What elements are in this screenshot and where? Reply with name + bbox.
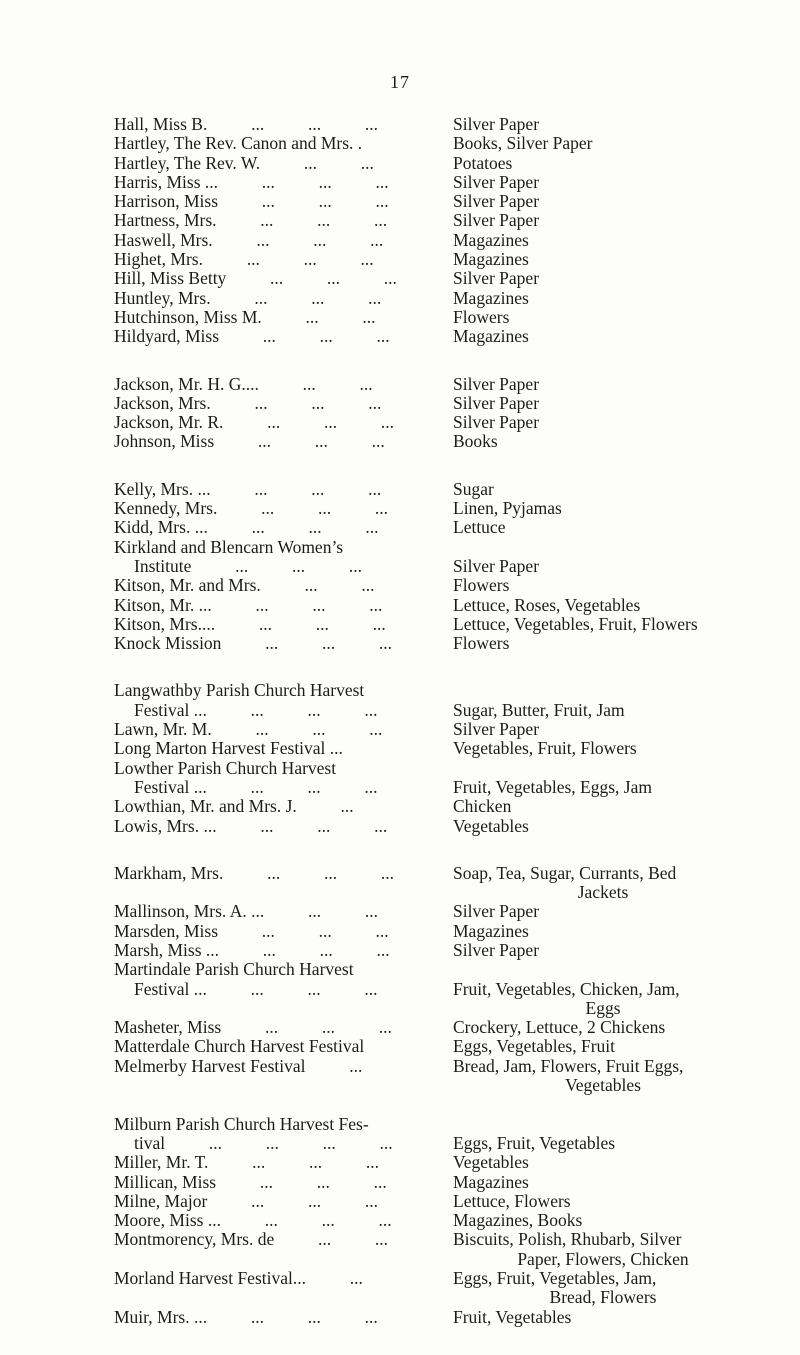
donated-items-line: Silver Paper	[453, 939, 540, 960]
donated-items-line: Flowers	[453, 306, 510, 327]
donor-name-line: Hartley, The Rev. W. ... ...	[114, 152, 374, 173]
donor-name-line: Milne, Major ... ... ...	[114, 1190, 378, 1211]
donor-name-line: Matterdale Church Harvest Festival	[114, 1036, 365, 1057]
donor-name-line: Hartness, Mrs. ... ... ...	[114, 210, 388, 231]
list-entry	[0, 1211, 800, 1230]
donor-name-line: Hartley, The Rev. Canon and Mrs. .	[114, 133, 363, 154]
donor-name	[114, 1192, 444, 1211]
list-entry	[0, 1095, 800, 1153]
list-entry	[0, 231, 800, 250]
donor-name-line: Morland Harvest Festival... ...	[114, 1268, 363, 1289]
donor-name-line: Masheter, Miss ... ... ...	[114, 1017, 392, 1038]
donor-name	[114, 250, 444, 269]
donor-name-line: Festival ... ... ... ...	[134, 978, 378, 999]
donor-name-line: Kirkland and Blencarn Women’s	[114, 536, 344, 557]
list-entry	[0, 615, 800, 634]
donated-items	[453, 480, 773, 499]
donor-name	[114, 231, 444, 250]
donor-name-line: Kitson, Mr. ... ... ... ...	[114, 594, 383, 615]
letter-group	[0, 115, 800, 347]
donor-name-line: Jackson, Mrs. ... ... ...	[114, 392, 382, 413]
donor-name	[114, 269, 444, 288]
letter-group	[0, 480, 800, 654]
donated-items	[453, 394, 773, 413]
donor-name-line: Martindale Parish Church Harvest	[114, 959, 354, 980]
donor-name-line: Huntley, Mrs. ... ... ...	[114, 287, 382, 308]
list-entry	[0, 634, 800, 653]
donor-name-line: Hall, Miss B. ... ... ...	[114, 114, 378, 134]
donated-items	[453, 739, 773, 758]
donated-items	[453, 250, 773, 269]
donor-name-line: Festival ... ... ... ...	[134, 776, 378, 797]
donated-items-line: Magazines	[453, 326, 529, 347]
donated-items	[453, 1018, 773, 1037]
donated-items-line: Biscuits, Polish, Rhubarb, Silver	[453, 1229, 682, 1250]
list-entry	[0, 1192, 800, 1211]
donor-name-line: Langwathby Parish Church Harvest	[114, 680, 365, 701]
donor-name-line: Miller, Mr. T. ... ... ...	[114, 1152, 380, 1173]
donated-items-line: Eggs, Vegetables, Fruit	[453, 1036, 616, 1057]
donated-items-line: Silver Paper	[453, 412, 540, 433]
donor-name	[114, 817, 444, 836]
donor-name-line	[114, 1095, 444, 1114]
donor-name-line: Jackson, Mr. R. ... ... ...	[114, 412, 394, 433]
donated-items	[453, 1269, 773, 1308]
donor-name-line: Kennedy, Mrs. ... ... ...	[114, 498, 388, 519]
donated-items-line: Fruit, Vegetables, Eggs, Jam	[453, 776, 652, 797]
donor-name	[114, 864, 444, 883]
donated-items-line: Silver Paper	[453, 555, 540, 576]
donated-items-line: Lettuce, Flowers	[453, 1190, 571, 1211]
list-entry	[0, 576, 800, 595]
donor-name-line: Marsden, Miss ... ... ...	[114, 920, 389, 941]
donor-name-line: Hill, Miss Betty ... ... ...	[114, 268, 397, 289]
list-entry	[0, 902, 800, 921]
donated-items-line: Magazines, Books	[453, 1210, 583, 1231]
donated-items-line: Silver Paper	[453, 114, 540, 134]
donated-items	[453, 173, 773, 192]
donor-name	[114, 432, 444, 451]
list-entry	[0, 797, 800, 816]
donated-items	[453, 1134, 773, 1153]
donated-items	[453, 1192, 773, 1211]
donated-items-line: Magazines	[453, 287, 529, 308]
donor-name-line: Muir, Mrs. ... ... ... ...	[114, 1306, 378, 1327]
donated-items-line: Crockery, Lettuce, 2 Chickens	[453, 1017, 666, 1038]
donor-name	[114, 1211, 444, 1230]
donor-name-line: Moore, Miss ... ... ... ...	[114, 1210, 392, 1231]
donor-name	[114, 499, 444, 518]
list-entry	[0, 960, 800, 1018]
page-number: 17	[390, 72, 410, 92]
donor-name-line: Markham, Mrs. ... ... ...	[114, 862, 394, 883]
donor-name	[114, 1018, 444, 1037]
donor-name-line: Institute ... ... ...	[134, 555, 362, 576]
donor-name	[114, 634, 444, 653]
donor-name	[114, 720, 444, 739]
donated-items-line: Silver Paper	[453, 373, 540, 394]
donor-name-line: Kitson, Mr. and Mrs. ... ...	[114, 575, 375, 596]
donated-items-line: Magazines	[453, 1171, 529, 1192]
donor-name-line: Melmerby Harvest Festival ...	[114, 1055, 363, 1076]
list-entry	[0, 115, 800, 134]
donor-name	[114, 1173, 444, 1192]
list-entry	[0, 759, 800, 798]
donated-items-line: Potatoes	[453, 152, 513, 173]
donated-items	[453, 557, 773, 576]
donor-name	[114, 518, 444, 537]
list-entry	[0, 308, 800, 327]
list-entry	[0, 1153, 800, 1172]
donated-items-line: Books	[453, 431, 498, 452]
donated-items-line: Lettuce, Vegetables, Fruit, Flowers	[453, 613, 698, 634]
donated-items	[453, 922, 773, 941]
list-entry	[0, 941, 800, 960]
donated-items-line: Soap, Tea, Sugar, Currants, Bed	[453, 862, 677, 883]
donated-items-line: Fruit, Vegetables, Chicken, Jam,	[453, 978, 680, 999]
donor-name-line: Johnson, Miss ... ... ...	[114, 431, 385, 452]
list-entry	[0, 681, 800, 720]
donated-items-line: Jackets	[577, 882, 629, 903]
donated-items-line: Lettuce	[453, 517, 506, 538]
list-entry	[0, 289, 800, 308]
donated-items	[453, 634, 773, 653]
donor-name	[114, 115, 444, 134]
donor-name	[114, 615, 444, 634]
donated-items	[453, 432, 773, 451]
list-entry	[0, 173, 800, 192]
donated-items	[453, 615, 773, 634]
donor-name	[114, 960, 444, 999]
donor-name	[114, 681, 444, 720]
donated-items-line: Silver Paper	[453, 171, 540, 192]
donor-name-line: Harrison, Miss ... ... ...	[114, 191, 389, 212]
donated-items	[453, 1230, 773, 1269]
list-entry	[0, 499, 800, 518]
donor-name	[114, 327, 444, 346]
donated-items	[453, 576, 773, 595]
donor-name	[114, 211, 444, 230]
donated-items-line: Flowers	[453, 575, 510, 596]
donated-items-line: Paper, Flowers, Chicken	[517, 1248, 689, 1269]
list-entry	[0, 1173, 800, 1192]
donated-items-line: Eggs	[585, 997, 621, 1018]
donated-items-line: Flowers	[453, 633, 510, 654]
donor-name	[114, 538, 444, 577]
donor-name-line: Kidd, Mrs. ... ... ... ...	[114, 517, 379, 538]
donor-name-line: Mallinson, Mrs. A. ... ... ...	[114, 901, 378, 922]
donated-items	[453, 231, 773, 250]
donated-items	[453, 701, 773, 720]
donated-items	[453, 1057, 773, 1096]
donated-items	[453, 375, 773, 394]
donated-items-line: Eggs, Fruit, Vegetables, Jam,	[453, 1268, 657, 1289]
list-entry	[0, 432, 800, 451]
donated-items-line: Silver Paper	[453, 392, 540, 413]
letter-group	[0, 681, 800, 835]
list-entry	[0, 720, 800, 739]
donated-items-line: Vegetables	[453, 1152, 529, 1173]
donated-items	[453, 154, 773, 173]
list-entry	[0, 864, 800, 903]
donor-name-line: tival ... ... ... ...	[134, 1132, 393, 1153]
donor-name-line: Haswell, Mrs. ... ... ...	[114, 229, 384, 250]
donated-items-line: Vegetables	[565, 1075, 641, 1096]
list-entry	[0, 394, 800, 413]
donated-items	[453, 1037, 773, 1056]
list-entry	[0, 269, 800, 288]
list-entry	[0, 250, 800, 269]
list-entry	[0, 922, 800, 941]
donated-items	[453, 269, 773, 288]
donor-name	[114, 576, 444, 595]
donor-name	[114, 134, 444, 153]
donor-name	[114, 1095, 444, 1153]
donated-items-line: Chicken	[453, 796, 512, 817]
donated-items	[453, 941, 773, 960]
donor-name	[114, 289, 444, 308]
donor-name-line: Kitson, Mrs.... ... ... ...	[114, 613, 386, 634]
donor-name	[114, 1057, 444, 1076]
donated-items	[453, 518, 773, 537]
donor-name	[114, 902, 444, 921]
list-entry	[0, 596, 800, 615]
donated-items-line: Silver Paper	[453, 210, 540, 231]
donated-items-line: Eggs, Fruit, Vegetables	[453, 1132, 616, 1153]
donor-name	[114, 413, 444, 432]
donor-name	[114, 1308, 444, 1327]
donor-name-line: Harris, Miss ... ... ... ...	[114, 171, 389, 192]
donor-name-line: Festival ... ... ... ...	[134, 699, 378, 720]
donor-name	[114, 173, 444, 192]
donated-items	[453, 864, 773, 903]
donated-items	[453, 1211, 773, 1230]
donor-name	[114, 797, 444, 816]
donor-name	[114, 596, 444, 615]
donor-name-line: Lowthian, Mr. and Mrs. J. ...	[114, 796, 354, 817]
donated-items-line: Linen, Pyjamas	[453, 498, 562, 519]
list-entry	[0, 327, 800, 346]
donor-name-line: Lawn, Mr. M. ... ... ...	[114, 719, 383, 740]
donated-items	[453, 1173, 773, 1192]
donor-name-line: Hutchinson, Miss M. ... ...	[114, 306, 376, 327]
donated-items	[453, 413, 773, 432]
donor-name-line: Long Marton Harvest Festival ...	[114, 738, 343, 759]
donated-items	[453, 902, 773, 921]
list-entry	[0, 211, 800, 230]
donated-items	[453, 980, 773, 1019]
donor-name-line: Milburn Parish Church Harvest Fes-	[114, 1113, 369, 1134]
donated-items	[453, 289, 773, 308]
donor-name-line: Lowther Parish Church Harvest	[114, 757, 337, 778]
donated-items-line: Silver Paper	[453, 719, 540, 740]
donated-items-line: Vegetables	[453, 815, 529, 836]
donated-items	[453, 778, 773, 797]
donated-items	[453, 499, 773, 518]
list-entry	[0, 192, 800, 211]
donated-items	[453, 817, 773, 836]
donor-name	[114, 941, 444, 960]
donated-items	[453, 596, 773, 615]
donor-name	[114, 308, 444, 327]
donated-items	[453, 720, 773, 739]
donor-name	[114, 1153, 444, 1172]
list-entry	[0, 413, 800, 432]
donor-name	[114, 394, 444, 413]
donated-items-line: Magazines	[453, 229, 529, 250]
list-entry	[0, 134, 800, 153]
list-entry	[0, 480, 800, 499]
donor-name	[114, 759, 444, 798]
donor-name	[114, 375, 444, 394]
donor-name	[114, 1269, 444, 1288]
donated-items	[453, 327, 773, 346]
donor-name	[114, 1230, 444, 1249]
donated-items	[453, 1308, 773, 1327]
donated-items	[453, 192, 773, 211]
donated-items-line: Bread, Flowers	[549, 1287, 657, 1308]
list-entry	[0, 518, 800, 537]
donated-items-line: Vegetables, Fruit, Flowers	[453, 738, 637, 759]
list-entry	[0, 154, 800, 173]
donor-name	[114, 922, 444, 941]
donor-name-line: Knock Mission ... ... ...	[114, 633, 393, 654]
donated-items-line: Magazines	[453, 249, 529, 270]
donated-items	[453, 211, 773, 230]
list-entry	[0, 538, 800, 577]
list-entry	[0, 375, 800, 394]
donor-name-line: Lowis, Mrs. ... ... ... ...	[114, 815, 388, 836]
donor-name-line: Hildyard, Miss ... ... ...	[114, 326, 390, 347]
donor-name	[114, 739, 444, 758]
donor-name-line: Montmorency, Mrs. de ... ...	[114, 1229, 388, 1250]
donation-list	[0, 115, 800, 1355]
list-entry	[0, 817, 800, 836]
list-entry	[0, 1308, 800, 1327]
donor-name-line: Jackson, Mr. H. G.... ... ...	[114, 373, 373, 394]
donated-items-line: Sugar, Butter, Fruit, Jam	[453, 699, 625, 720]
list-entry	[0, 1269, 800, 1308]
donated-items-line: Magazines	[453, 920, 529, 941]
donated-items-line: Lettuce, Roses, Vegetables	[453, 594, 641, 615]
donated-items-line: Silver Paper	[453, 191, 540, 212]
donor-name	[114, 154, 444, 173]
list-entry	[0, 1057, 800, 1096]
donated-items	[453, 134, 773, 153]
donor-name	[114, 480, 444, 499]
donor-name-line: Millican, Miss ... ... ...	[114, 1171, 387, 1192]
donated-items	[453, 797, 773, 816]
donor-name-line: Highet, Mrs. ... ... ...	[114, 249, 374, 270]
letter-group	[0, 864, 800, 1327]
letter-group	[0, 375, 800, 452]
donated-items-line: Fruit, Vegetables	[453, 1306, 572, 1327]
list-entry	[0, 1018, 800, 1037]
donated-items	[453, 1153, 773, 1172]
donated-items-line: Books, Silver Paper	[453, 133, 593, 154]
list-entry	[0, 1230, 800, 1269]
donated-items-line: Bread, Jam, Flowers, Fruit Eggs,	[453, 1055, 684, 1076]
donated-items-line: Silver Paper	[453, 268, 540, 289]
donor-name	[114, 192, 444, 211]
donor-name	[114, 1037, 444, 1056]
donated-items	[453, 115, 773, 134]
donor-name-line: Kelly, Mrs. ... ... ... ...	[114, 478, 382, 499]
donated-items-line: Sugar	[453, 478, 494, 499]
donated-items	[453, 308, 773, 327]
donor-name-line: Marsh, Miss ... ... ... ...	[114, 939, 390, 960]
list-entry	[0, 739, 800, 758]
list-entry	[0, 1037, 800, 1056]
donated-items-line: Silver Paper	[453, 901, 540, 922]
